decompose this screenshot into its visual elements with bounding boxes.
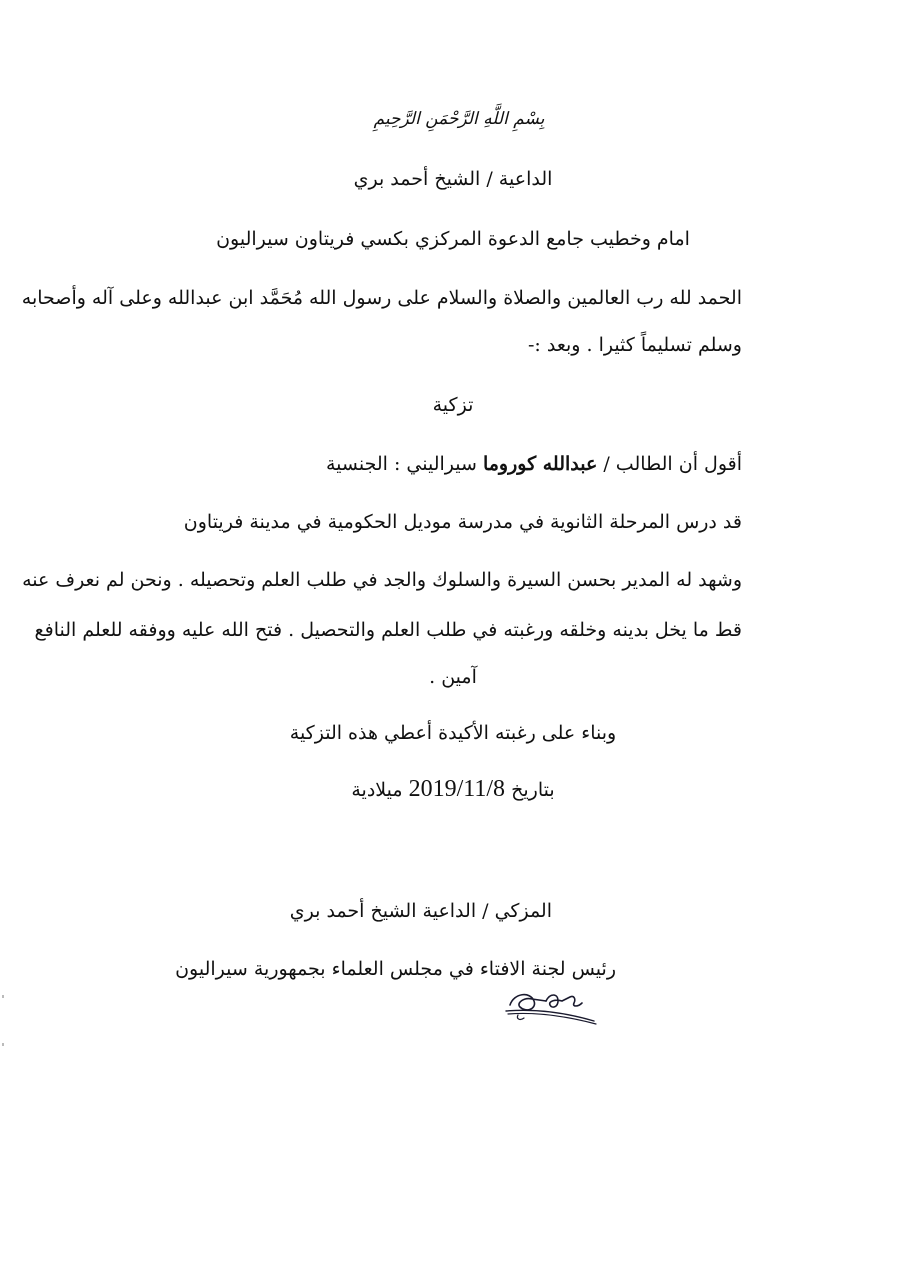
basmala-heading: بِسْمِ اللَّهِ الرَّحْمَنِ الرَّحِيمِ <box>373 109 545 129</box>
testimony-line-2: قط ما يخل بدينه وخلقه ورغبته في طلب العلم والتحصيل . فتح الله عليه ووفقه للعلم النافع <box>34 619 742 641</box>
signatory-title: رئيس لجنة الافتاء في مجلس العلماء بجمهورية سيراليون <box>175 958 616 980</box>
date-suffix: ميلادية <box>351 779 409 801</box>
signatory-name: المزكي / الداعية الشيخ أحمد بري <box>289 900 552 922</box>
handwritten-signature <box>500 985 600 1027</box>
opening-line-2: وسلم تسليماً كثيرا . وبعد :- <box>527 334 742 356</box>
date-prefix: بتاريخ <box>505 779 555 801</box>
testimony-line-1: وشهد له المدير بحسن السيرة والسلوك والجد في طلب العلم وتحصيله . ونحن لم نعرف عنه <box>22 569 742 591</box>
student-name: عبدالله كوروما <box>482 453 598 475</box>
testimony-line-3: آمين . <box>429 666 477 688</box>
study-line: قد درس المرحلة الثانوية في مدرسة موديل الحكومية في مدينة فريتاون <box>183 511 742 533</box>
student-line <box>326 451 742 477</box>
scan-margin-speck <box>2 1043 4 1046</box>
opening-line-1: الحمد لله رب العالمين والصلاة والسلام على رسول الله مُحَمَّد ابن عبدالله وعلى آله وأصحابه <box>21 287 742 309</box>
student-line-suffix: سيراليني : الجنسية <box>325 453 483 475</box>
date-value: 2019/11/8 <box>408 776 506 802</box>
header-name: الداعية / الشيخ أحمد بري <box>353 168 553 190</box>
closing-line: وبناء على رغبته الأكيدة أعطي هذه التزكية <box>289 722 617 744</box>
scan-margin-speck <box>2 995 4 998</box>
subject-heading: تزكية <box>432 394 474 416</box>
date-line <box>0 776 906 803</box>
header-title: امام وخطيب جامع الدعوة المركزي بكسي فريتاون سيراليون <box>216 228 690 250</box>
student-line-prefix: أقول أن الطالب / <box>597 453 742 475</box>
